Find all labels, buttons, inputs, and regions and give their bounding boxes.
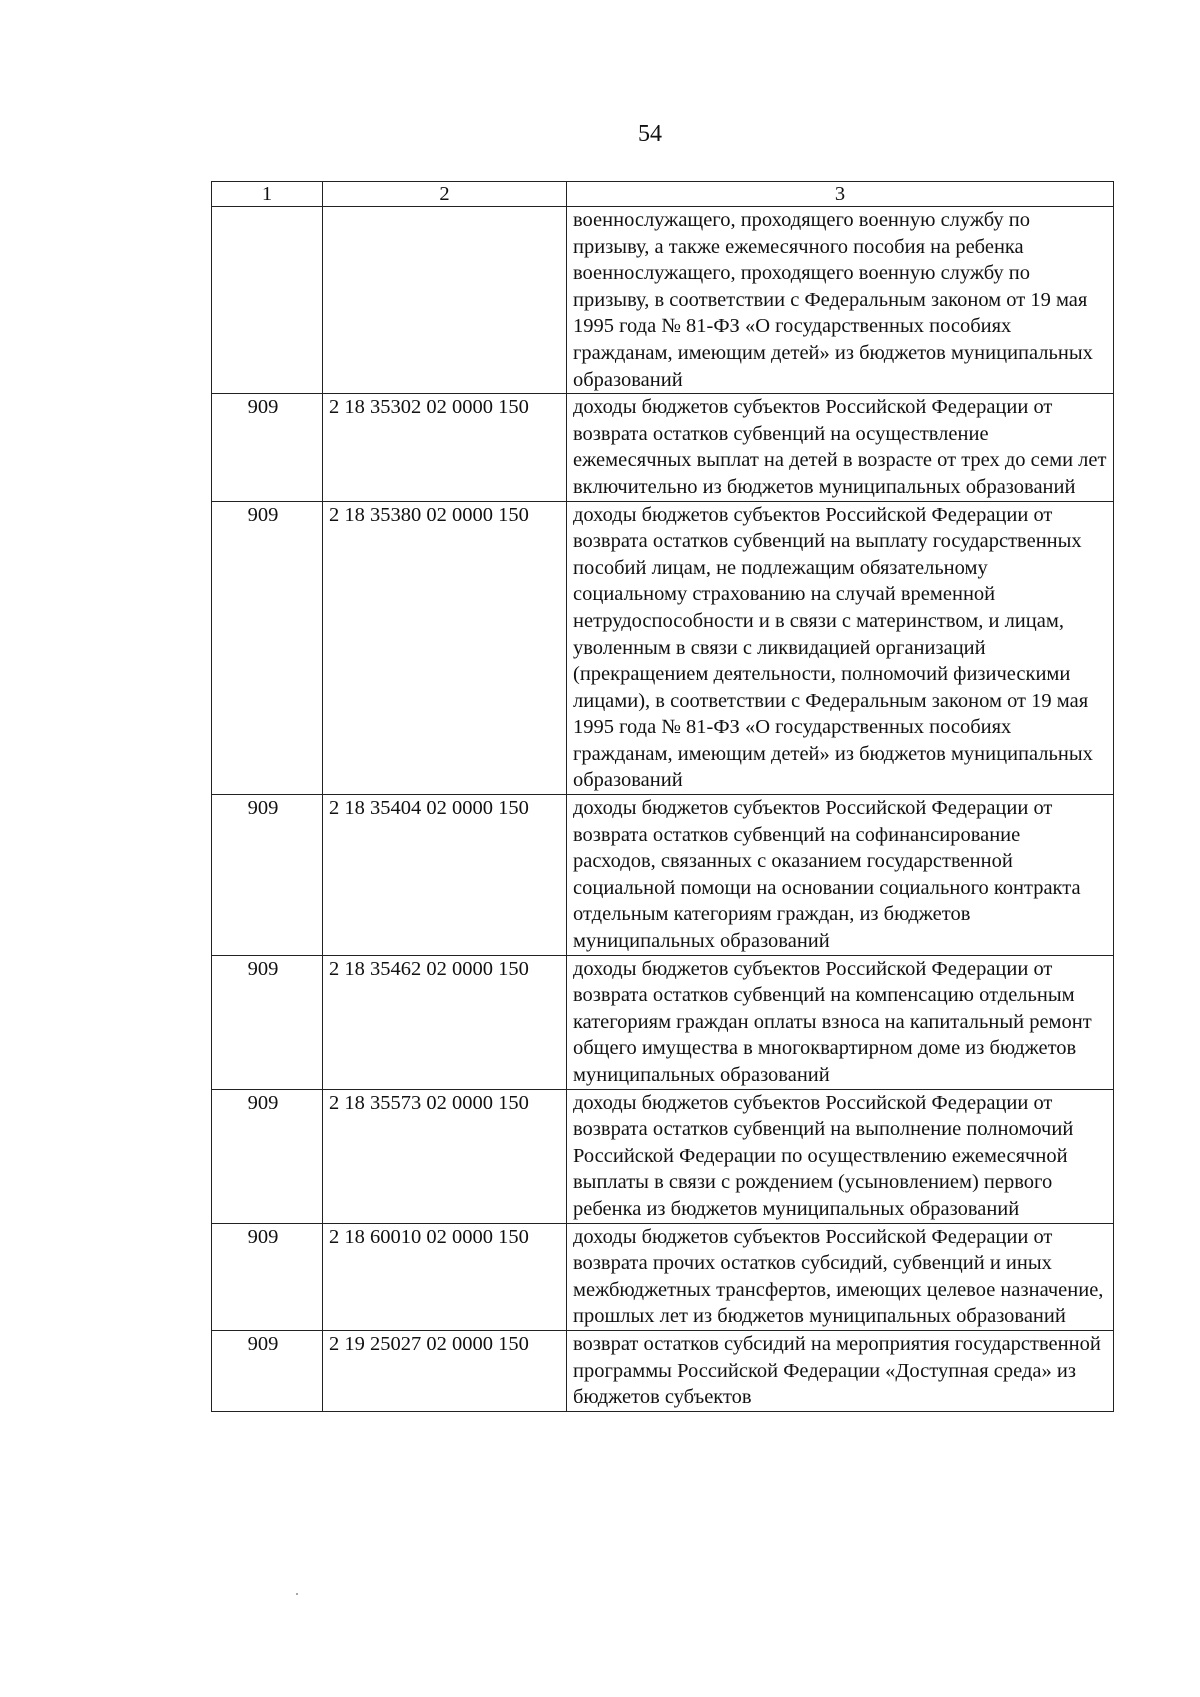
- header-col-2: 2: [323, 182, 567, 207]
- admin-code-cell: 909: [212, 795, 323, 956]
- budget-code-cell: 2 19 25027 02 0000 150: [323, 1330, 567, 1411]
- table-header-row: [212, 182, 1114, 207]
- budget-code-cell: 2 18 60010 02 0000 150: [323, 1223, 567, 1330]
- header-col-3: 3: [567, 182, 1114, 207]
- description-cell: доходы бюджетов субъектов Российской Федерации от возврата прочих остатков субсидий, субвенций и иных межбюджетных трансфертов, имеющих целевое назначение, прошлых лет из бюджетов муниципальных образований: [567, 1223, 1114, 1330]
- admin-code-cell: [212, 207, 323, 394]
- budget-code-cell: 2 18 35380 02 0000 150: [323, 501, 567, 795]
- admin-code-cell: 909: [212, 501, 323, 795]
- budget-code-cell: 2 18 35462 02 0000 150: [323, 955, 567, 1089]
- budget-code-table: [211, 181, 1114, 1412]
- description-cell: доходы бюджетов субъектов Российской Федерации от возврата остатков субвенций на выплату государственных пособий лицам, не подлежащим обязательному социальному страхованию на случай временной нетрудоспособности и в связи с материнством, и лицам, уволенным в связи с ликвидацией организаций (прекращением деятельности, полномочий физическими лицами), в соответствии с Федеральным законом от 19 мая 1995 года № 81-ФЗ «О государственных пособиях гражданам, имеющим детей» из бюджетов муниципальных образований: [567, 501, 1114, 795]
- description-cell: возврат остатков субсидий на мероприятия государственной программы Российской Федерации «Доступная среда» из бюджетов субъектов: [567, 1330, 1114, 1411]
- admin-code-cell: 909: [212, 1223, 323, 1330]
- table-row: [212, 955, 1114, 1089]
- table-row: [212, 394, 1114, 501]
- description-cell: доходы бюджетов субъектов Российской Федерации от возврата остатков субвенций на софинансирование расходов, связанных с оказанием государственной социальной помощи на основании социального контракта отдельным категориям граждан, из бюджетов муниципальных образований: [567, 795, 1114, 956]
- description-cell: доходы бюджетов субъектов Российской Федерации от возврата остатков субвенций на выполнение полномочий Российской Федерации по осуществлению ежемесячной выплаты в связи с рождением (усыновлением) первого ребенка из бюджетов муниципальных образований: [567, 1089, 1114, 1223]
- budget-code-cell: 2 18 35404 02 0000 150: [323, 795, 567, 956]
- table-row: [212, 795, 1114, 956]
- budget-code-cell: 2 18 35302 02 0000 150: [323, 394, 567, 501]
- budget-code-cell: [323, 207, 567, 394]
- table-row: [212, 501, 1114, 795]
- header-col-1: 1: [212, 182, 323, 207]
- table-row: [212, 207, 1114, 394]
- table-row: [212, 1330, 1114, 1411]
- description-cell: доходы бюджетов субъектов Российской Федерации от возврата остатков субвенций на осуществление ежемесячных выплат на детей в возрасте от трех до семи лет включительно из бюджетов муниципальных образований: [567, 394, 1114, 501]
- admin-code-cell: 909: [212, 1330, 323, 1411]
- table-row: [212, 1089, 1114, 1223]
- budget-code-cell: 2 18 35573 02 0000 150: [323, 1089, 567, 1223]
- scan-speck: [296, 1593, 298, 1595]
- description-cell: военнослужащего, проходящего военную службу по призыву, а также ежемесячного пособия на ребенка военнослужащего, проходящего военную службу по призыву, в соответствии с Федеральным законом от 19 мая 1995 года № 81-ФЗ «О государственных пособиях гражданам, имеющим детей» из бюджетов муниципальных образований: [567, 207, 1114, 394]
- admin-code-cell: 909: [212, 394, 323, 501]
- description-cell: доходы бюджетов субъектов Российской Федерации от возврата остатков субвенций на компенсацию отдельным категориям граждан оплаты взноса на капитальный ремонт общего имущества в многоквартирном доме из бюджетов муниципальных образований: [567, 955, 1114, 1089]
- admin-code-cell: 909: [212, 1089, 323, 1223]
- admin-code-cell: 909: [212, 955, 323, 1089]
- table-row: [212, 1223, 1114, 1330]
- page-number: 54: [638, 121, 662, 147]
